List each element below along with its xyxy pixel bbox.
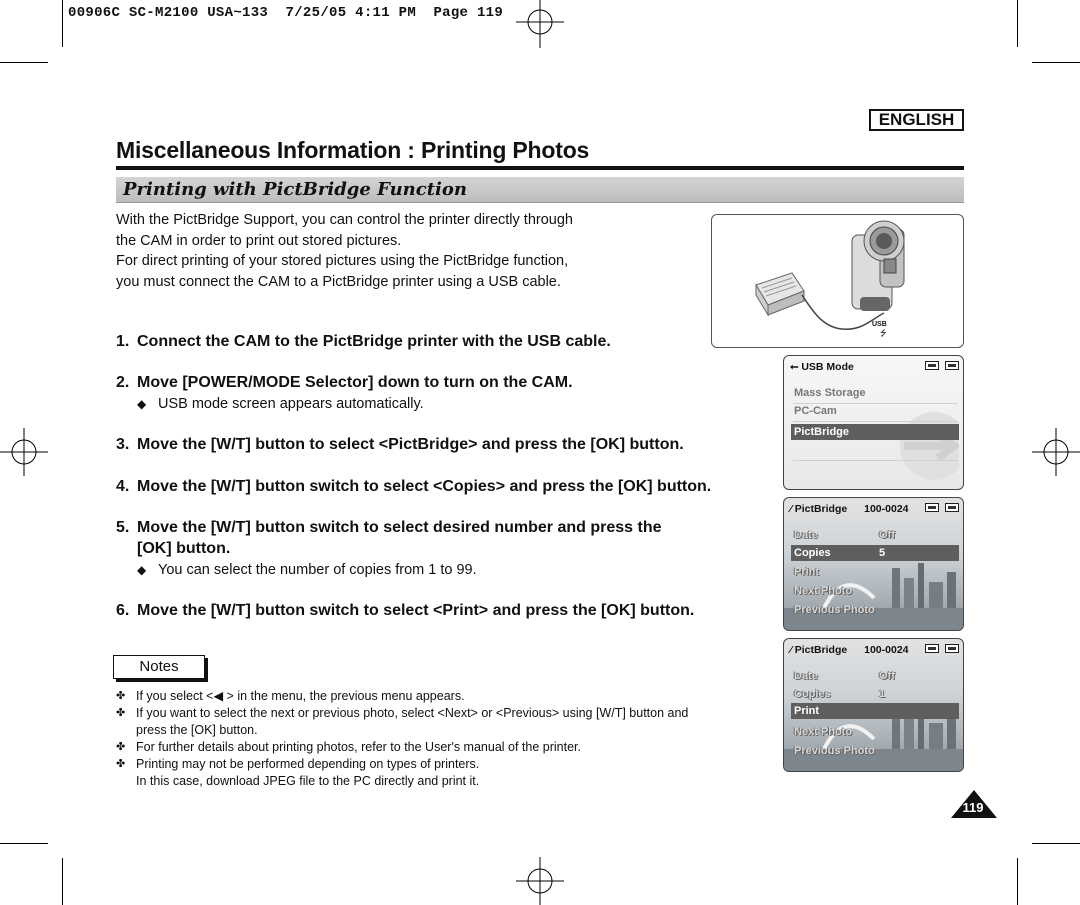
note-text: In this case, download JPEG file to the PC directly and print it. — [136, 774, 480, 788]
menu-value: 5 — [879, 547, 886, 559]
step-note-text: USB mode screen appears automatically. — [158, 396, 424, 412]
print-slug: 00906C SC-M2100 USA~133 7/25/05 4:11 PM Page 119 — [68, 5, 504, 21]
camera-printer-illustration — [711, 214, 964, 348]
folder-number: 100-0024 — [864, 644, 909, 656]
memory-card-icon — [925, 361, 939, 370]
crop-mark — [0, 62, 48, 63]
step-5-note — [137, 562, 477, 578]
note-bullet-icon: ✤ — [116, 741, 126, 753]
menu-value: Off — [879, 529, 895, 541]
step-text: Connect the CAM to the PictBridge printer with the USB cable. — [137, 333, 611, 350]
section-title: Printing with PictBridge Function — [123, 179, 467, 200]
menu-label: Copies — [794, 688, 831, 700]
intro-line: you must connect the CAM to a PictBridge printer using a USB cable. — [116, 273, 561, 290]
step-text: [OK] button. — [137, 540, 231, 557]
menu-item-next-photo[interactable]: Next Photo — [794, 726, 853, 738]
registration-mark-right — [1032, 428, 1080, 476]
step-5-continued — [116, 538, 230, 559]
usb-icon: ⭠ — [790, 361, 799, 373]
note-item — [116, 705, 736, 722]
registration-mark-left — [0, 428, 48, 476]
language-badge: ENGLISH — [869, 109, 964, 131]
step-text: Move the [W/T] button switch to select <Copies> and press the [OK] button. — [137, 478, 712, 495]
notes-label: Notes — [113, 655, 205, 679]
menu-value: Off — [879, 670, 895, 682]
note-item — [116, 688, 736, 705]
page-title: Miscellaneous Information : Printing Photos — [116, 137, 590, 163]
pictbridge-icon: ⁄ — [790, 644, 792, 656]
section-header — [116, 177, 964, 203]
step-number: 6. — [116, 602, 130, 619]
menu-value: 1 — [879, 688, 886, 700]
step-2 — [116, 372, 573, 393]
usb-label: USB — [872, 321, 887, 328]
menu-item-copies[interactable] — [791, 545, 959, 561]
usb-mode-screen — [783, 355, 964, 490]
note-item — [116, 739, 736, 756]
pictbridge-print-screen — [783, 638, 964, 772]
folder-number: 100-0024 — [864, 503, 909, 515]
crop-mark — [62, 0, 63, 47]
note-text: For further details about printing photos, refer to the User's manual of the printer. — [136, 740, 581, 754]
status-icons — [925, 644, 959, 653]
title-rule — [116, 166, 964, 170]
printer-icon — [756, 273, 804, 315]
step-6 — [116, 600, 694, 621]
menu-item-pictbridge[interactable]: PictBridge — [791, 424, 959, 440]
intro-line: With the PictBridge Support, you can control the printer directly through — [116, 212, 573, 228]
crop-mark — [1032, 62, 1080, 63]
note-text: If you want to select the next or previous photo, select <Next> or <Previous> using [W/T] button and — [136, 706, 689, 720]
pictbridge-title: PictBridge — [794, 644, 848, 656]
step-5 — [116, 517, 662, 538]
notes-list — [116, 688, 736, 790]
status-icons — [925, 361, 959, 370]
step-number: 5. — [116, 519, 130, 536]
menu-item-copies[interactable] — [791, 686, 959, 702]
battery-icon — [945, 503, 959, 512]
page-number: 119 — [962, 800, 984, 815]
menu-label: Date — [794, 670, 818, 682]
menu-divider — [793, 460, 958, 461]
intro-line: the CAM in order to print out stored pictures. — [116, 232, 402, 249]
step-number: 3. — [116, 436, 130, 453]
step-3 — [116, 434, 684, 455]
intro-line: For direct printing of your stored pictures using the PictBridge function, — [116, 253, 569, 269]
menu-label: Copies — [794, 547, 831, 559]
usb-mode-header — [790, 361, 854, 374]
menu-label: Date — [794, 529, 818, 541]
pictbridge-header — [790, 503, 909, 515]
intro-paragraph — [116, 210, 636, 292]
menu-item-print[interactable]: Print — [791, 703, 959, 719]
step-number: 2. — [116, 374, 130, 391]
note-item-continued — [116, 773, 736, 790]
crop-mark — [1017, 858, 1018, 905]
step-2-note — [137, 396, 424, 412]
pictbridge-header — [790, 644, 909, 656]
menu-item-previous-photo[interactable]: Previous Photo — [794, 604, 875, 616]
step-text: Move the [W/T] button switch to select <Print> and press the [OK] button. — [137, 602, 695, 619]
step-number: 1. — [116, 333, 130, 350]
menu-item-date[interactable] — [791, 527, 959, 543]
menu-item-print[interactable]: Print — [794, 566, 820, 578]
menu-item-next-photo[interactable]: Next Photo — [794, 585, 853, 597]
battery-icon — [945, 361, 959, 370]
note-bullet-icon: ✤ — [116, 707, 126, 719]
step-number: 4. — [116, 478, 130, 495]
step-text: Move [POWER/MODE Selector] down to turn on the CAM. — [137, 374, 573, 391]
step-text: Move the [W/T] button switch to select desired number and press the — [137, 519, 662, 536]
usb-mode-title: USB Mode — [801, 361, 854, 373]
memory-card-icon — [925, 503, 939, 512]
note-item-continued — [116, 722, 736, 739]
crop-mark — [62, 858, 63, 905]
step-4 — [116, 476, 711, 497]
menu-item-mass-storage[interactable]: Mass Storage — [794, 387, 866, 399]
registration-mark-top — [516, 0, 564, 48]
note-text: press the [OK] button. — [136, 723, 258, 737]
step-note-text: You can select the number of copies from 1 to 99. — [158, 562, 477, 578]
usb-symbol-icon: ⭍ — [880, 329, 887, 338]
step-1 — [116, 331, 611, 352]
diamond-bullet-icon: ◆ — [137, 563, 147, 577]
step-text: Move the [W/T] button to select <PictBridge> and press the [OK] button. — [137, 436, 684, 453]
menu-item-previous-photo[interactable]: Previous Photo — [794, 745, 875, 757]
menu-item-date[interactable] — [791, 668, 959, 684]
crop-mark — [1017, 0, 1018, 47]
battery-icon — [945, 644, 959, 653]
pictbridge-title: PictBridge — [794, 503, 848, 515]
menu-item-pc-cam[interactable]: PC-Cam — [794, 405, 837, 417]
registration-mark-bottom — [516, 857, 564, 905]
diamond-bullet-icon: ◆ — [137, 397, 147, 411]
camera-icon — [852, 221, 904, 311]
note-item — [116, 756, 736, 773]
note-text: If you select <◀ > in the menu, the previous menu appears. — [136, 689, 465, 703]
pictbridge-copies-screen — [783, 497, 964, 631]
crop-mark — [1032, 843, 1080, 844]
note-bullet-icon: ✤ — [116, 758, 126, 770]
memory-card-icon — [925, 644, 939, 653]
note-bullet-icon: ✤ — [116, 690, 126, 702]
status-icons — [925, 503, 959, 512]
camera-connection-image — [712, 215, 965, 349]
note-text: Printing may not be performed depending on types of printers. — [136, 757, 480, 771]
crop-mark — [0, 843, 48, 844]
pictbridge-icon: ⁄ — [790, 503, 792, 515]
menu-divider — [793, 421, 958, 422]
